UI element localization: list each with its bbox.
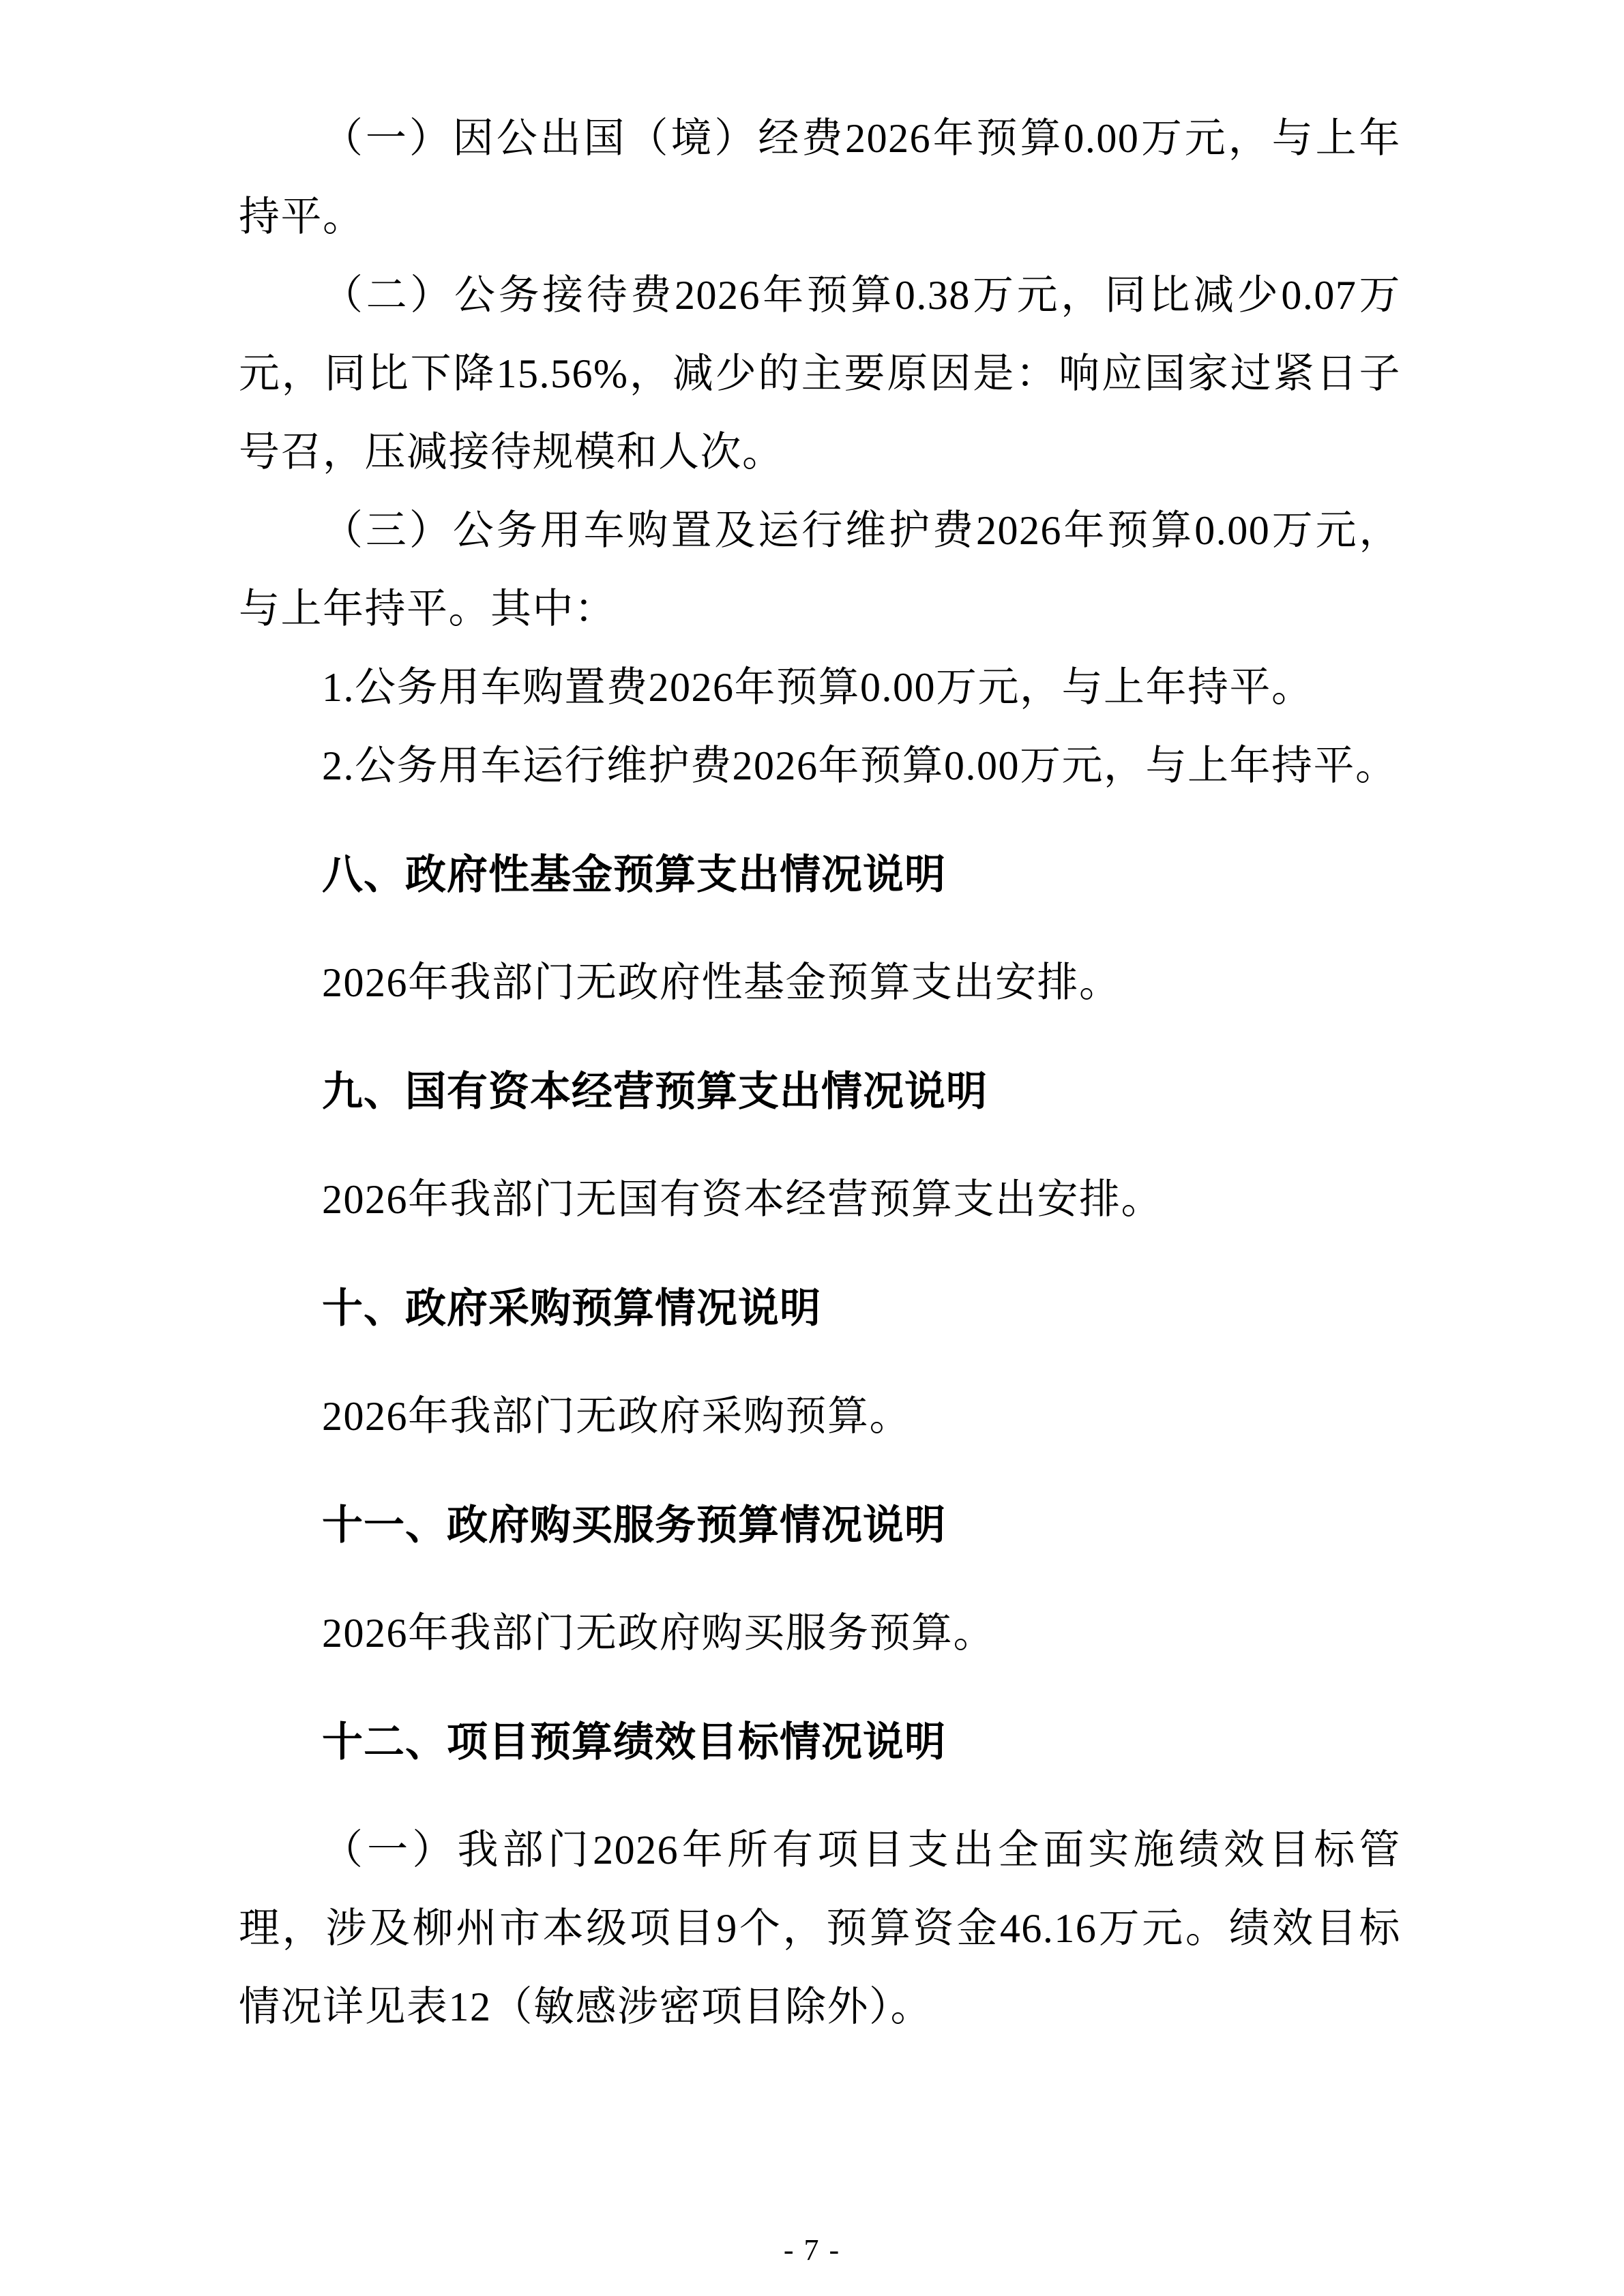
section-heading-12-performance-targets: 十二、项目预算绩效目标情况说明 (322, 1719, 946, 1765)
paragraph-official-reception-expense: （二）公务接待费2026年预算0.38万元，同比减少0.07万元，同比下降15.56%，减少的主要原因是：响应国家过紧日子号召，压减接待规模和人次。 (239, 273, 1401, 475)
paragraph-vehicle-maintenance-item: 2.公务用车运行维护费2026年预算0.00万元，与上年持平。 (322, 743, 1398, 788)
document-body (239, 100, 1401, 2046)
paragraph-purchased-services: 2026年我部门无政府购买服务预算。 (322, 1611, 995, 1656)
paragraph-travel-abroad-expense: （一）因公出国（境）经费2026年预算0.00万元，与上年持平。 (239, 116, 1401, 239)
paragraph-state-capital-budget: 2026年我部门无国有资本经营预算支出安排。 (322, 1177, 1163, 1222)
paragraph-performance-targets: （一）我部门2026年所有项目支出全面实施绩效目标管理，涉及柳州市本级项目9个，预算资金46.16万元。绩效目标情况详见表12（敏感涉密项目除外）。 (239, 1828, 1401, 2029)
paragraph-government-procurement: 2026年我部门无政府采购预算。 (322, 1394, 911, 1439)
section-heading-8-government-fund-budget: 八、政府性基金预算支出情况说明 (322, 852, 946, 897)
paragraph-official-vehicle-expense: （三）公务用车购置及运行维护费2026年预算0.00万元，与上年持平。其中： (239, 508, 1401, 631)
paragraph-government-fund-budget: 2026年我部门无政府性基金预算支出安排。 (322, 960, 1121, 1005)
section-heading-9-state-capital-budget: 九、国有资本经营预算支出情况说明 (322, 1069, 988, 1114)
section-heading-10-government-procurement: 十、政府采购预算情况说明 (322, 1285, 821, 1331)
section-heading-11-purchased-services: 十一、政府购买服务预算情况说明 (322, 1502, 946, 1548)
page-number: - 7 - (783, 2233, 841, 2267)
paragraph-vehicle-purchase-item: 1.公务用车购置费2026年预算0.00万元，与上年持平。 (322, 665, 1314, 710)
